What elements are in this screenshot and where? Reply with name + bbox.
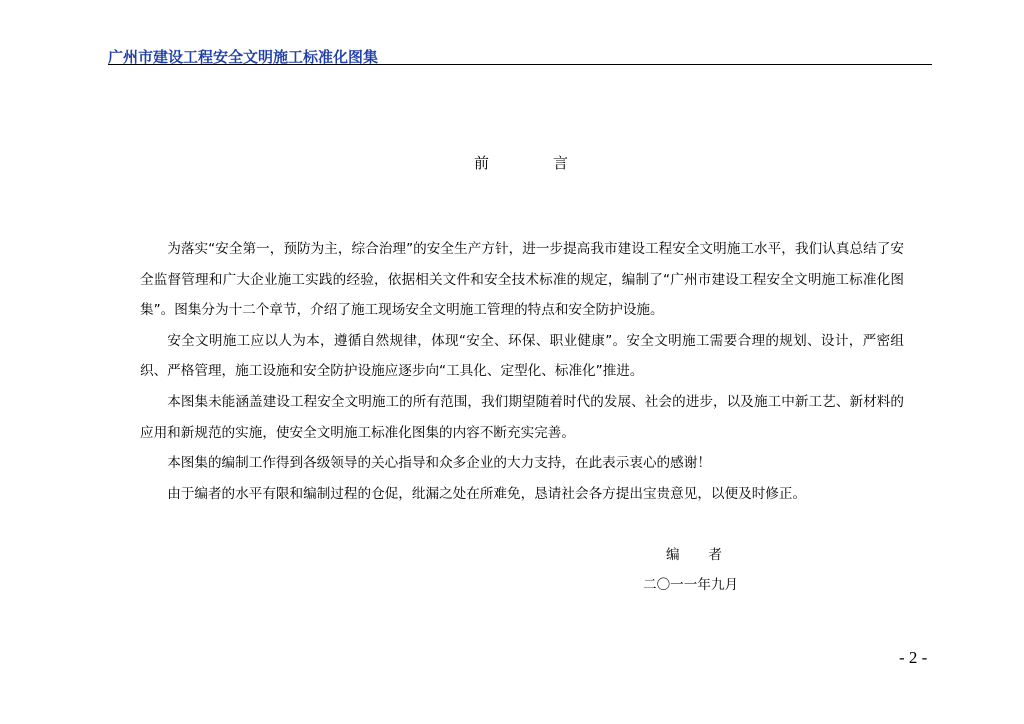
- preface-paragraph-1: 为落实“安全第一，预防为主，综合治理”的安全生产方针，进一步提高我市建设工程安全文明施工水平，我们认真总结了安全监督管理和广大企业施工实践的经验，依据相关文件和安全技术标准的规定，编制了“广州市建设工程安全文明施工标准化图集”。图集分为十二个章节，介绍了施工现场安全文明施工管理的特点和安全防护设施。: [140, 241, 904, 319]
- preface-title-char-2: 言: [552, 154, 568, 172]
- preface-title-char-1: 前: [474, 154, 490, 172]
- preface-date: 二〇一一年九月: [643, 577, 739, 593]
- preface-paragraph-5: 由于编者的水平有限和编制过程的仓促，纰漏之处在所难免，恳请社会各方提出宝贵意见，以便及时修正。: [167, 485, 807, 502]
- preface-title: [474, 152, 568, 173]
- header-divider: [108, 64, 932, 65]
- page-number: - 2 -: [899, 648, 928, 667]
- signature-char-2: 者: [708, 547, 722, 563]
- preface-paragraph-2: 安全文明施工应以人为本，遵循自然规律，体现“安全、环保、职业健康”。安全文明施工需要合理的规划、设计，严密组织、严格管理，施工设施和安全防护设施应逐步向“工具化、定型化、标准化”推进。: [140, 332, 904, 380]
- document-header-title: 广州市建设工程安全文明施工标准化图集: [108, 48, 379, 66]
- preface-paragraph-4: 本图集的编制工作得到各级领导的关心指导和众多企业的大力支持，在此表示衷心的感谢！: [167, 455, 711, 472]
- author-signature: [666, 543, 722, 563]
- preface-paragraph-3: 本图集未能涵盖建设工程安全文明施工的所有范围，我们期望随着时代的发展、社会的进步，以及施工中新工艺、新材料的应用和新规范的实施，使安全文明施工标准化图集的内容不断充实完善。: [140, 393, 904, 441]
- preface-body: [140, 234, 904, 509]
- signature-char-1: 编: [666, 547, 680, 563]
